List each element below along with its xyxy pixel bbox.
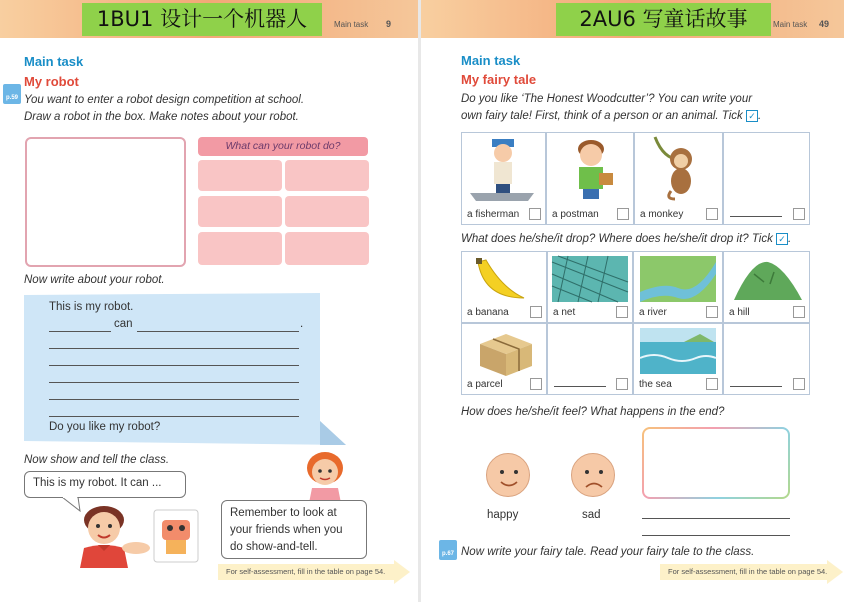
- page-number: 49: [819, 19, 830, 29]
- period: .: [300, 318, 304, 330]
- tick-box[interactable]: [530, 378, 542, 390]
- blank-line[interactable]: [642, 518, 790, 519]
- blank-line[interactable]: [49, 365, 299, 366]
- page-number: 9: [386, 19, 392, 29]
- show-prompt: Now show and tell the class.: [24, 454, 170, 466]
- tick-box[interactable]: [616, 306, 628, 318]
- unit-title: 2AU6 写童话故事: [556, 3, 771, 36]
- tick-box[interactable]: [706, 306, 718, 318]
- tick-box[interactable]: [706, 378, 718, 390]
- blank-line[interactable]: [49, 348, 299, 349]
- tick-example-icon: ✓: [776, 233, 788, 245]
- tick-box[interactable]: [617, 208, 629, 220]
- page-ref-badge: [3, 84, 21, 104]
- note-cell[interactable]: [285, 196, 369, 227]
- monkey-illustration: [635, 133, 724, 203]
- page-ref-text: p.67: [441, 551, 454, 557]
- choice-cell-sea[interactable]: [633, 323, 723, 395]
- choice-cell-hill[interactable]: [723, 251, 810, 323]
- choice-cell-parcel[interactable]: [461, 323, 547, 395]
- instruction-line-1: You want to enter a robot design competition at school.: [24, 94, 305, 106]
- drop-question: What does he/she/it drop? Where does he/she/it drop it? Tick ✓ .: [461, 233, 792, 245]
- parcel-illustration: [462, 324, 548, 378]
- choice-cell-banana[interactable]: [461, 251, 547, 323]
- tick-box[interactable]: [616, 378, 628, 390]
- tick-box[interactable]: [706, 208, 718, 220]
- blank-line[interactable]: [49, 331, 111, 332]
- choice-cell-monkey[interactable]: [634, 132, 723, 225]
- blank-line[interactable]: [49, 399, 299, 400]
- header-label: Main task: [773, 20, 808, 29]
- speech-bubble-girl: Remember to look at your friends when you do show-and-tell.: [221, 500, 367, 559]
- note-cell[interactable]: [198, 160, 282, 191]
- question-tab: What can your robot do?: [198, 137, 368, 156]
- choice-label: a hill: [729, 307, 750, 318]
- arrow-icon: [394, 560, 410, 584]
- choice-cell-blank[interactable]: [723, 132, 810, 225]
- ending-drawing-box[interactable]: [642, 427, 790, 499]
- drop-question-text: What does he/she/it drop? Where does he/she/it drop it? Tick: [461, 233, 773, 245]
- write-prompt: Now write your fairy tale. Read your fairy tale to the class.: [461, 546, 755, 558]
- choice-cell-fisherman[interactable]: [461, 132, 546, 225]
- blank-line[interactable]: [554, 386, 606, 387]
- subtitle: My fairy tale: [461, 72, 537, 87]
- choice-label: a parcel: [467, 379, 503, 390]
- main-task-heading: Main task: [461, 53, 521, 68]
- choice-cell-net[interactable]: [547, 251, 633, 323]
- choice-label: a postman: [552, 209, 599, 220]
- sea-illustration: [634, 324, 724, 378]
- feel-question: How does he/she/it feel? What happens in the end?: [461, 406, 725, 418]
- choice-label: a river: [639, 307, 667, 318]
- choice-label: the sea: [639, 379, 672, 390]
- speech-bubble-boy: This is my robot. It can ...: [24, 471, 186, 498]
- instruction-line-2: Draw a robot in the box. Make notes about your robot.: [24, 111, 299, 123]
- note-cell[interactable]: [198, 196, 282, 227]
- note-question: Do you like my robot?: [49, 421, 161, 433]
- tick-box[interactable]: [793, 378, 805, 390]
- instruction-line-2-text: own fairy tale! First, think of a person or an animal. Tick: [461, 110, 743, 122]
- choice-cell-postman[interactable]: [546, 132, 634, 225]
- banana-illustration: [462, 252, 548, 306]
- choice-label: a fisherman: [467, 209, 520, 220]
- hill-illustration: [724, 252, 811, 306]
- blank-line[interactable]: [642, 535, 790, 536]
- feeling-label-happy: happy: [487, 509, 519, 521]
- self-assessment-note: For self-assessment, fill in the table on page 54.: [660, 564, 832, 580]
- arrow-icon: [827, 560, 843, 584]
- choice-cell-river[interactable]: [633, 251, 723, 323]
- choice-label: a net: [553, 307, 576, 318]
- self-assessment-note: For self-assessment, fill in the table on page 54.: [218, 564, 394, 580]
- blank-line[interactable]: [137, 331, 299, 332]
- page-ref-badge: [439, 540, 457, 560]
- postman-illustration: [547, 133, 635, 203]
- blank-line[interactable]: [49, 382, 299, 383]
- tick-box[interactable]: [793, 306, 805, 318]
- note-cell[interactable]: [285, 160, 369, 191]
- unit-title: 1BU1 设计一个机器人: [82, 3, 322, 36]
- subtitle: My robot: [24, 74, 79, 89]
- instruction-line-2: own fairy tale! First, think of a person or an animal. Tick ✓ .: [461, 110, 762, 122]
- note-cell[interactable]: [198, 232, 282, 265]
- choice-label: a banana: [467, 307, 509, 318]
- net-illustration: [548, 252, 634, 306]
- tick-example-icon: ✓: [746, 110, 758, 122]
- header-label: Main task: [334, 20, 369, 29]
- page-ref-text: p.59: [5, 95, 18, 101]
- robot-drawing-box[interactable]: [25, 137, 186, 267]
- blank-line[interactable]: [730, 386, 782, 387]
- feeling-label-sad: sad: [582, 509, 601, 521]
- left-page: [0, 0, 418, 602]
- note-line-1: This is my robot.: [49, 301, 134, 313]
- right-page: [421, 0, 844, 602]
- river-illustration: [634, 252, 724, 306]
- note-cell[interactable]: [285, 232, 369, 265]
- write-prompt: Now write about your robot.: [24, 274, 165, 286]
- happy-face-icon: [486, 453, 530, 497]
- blank-line[interactable]: [49, 416, 299, 417]
- choice-cell-blank[interactable]: [547, 323, 633, 395]
- choice-label: a monkey: [640, 209, 684, 220]
- tick-box[interactable]: [793, 208, 805, 220]
- tick-box[interactable]: [529, 208, 541, 220]
- blank-line[interactable]: [730, 216, 782, 217]
- choice-cell-blank[interactable]: [723, 323, 810, 395]
- boy-with-robot-illustration: [64, 498, 204, 568]
- fisherman-illustration: [462, 133, 547, 203]
- note-can: can: [114, 318, 133, 330]
- instruction-line-1: Do you like ‘The Honest Woodcutter’? You can write your: [461, 93, 753, 105]
- main-task-heading: Main task: [24, 54, 84, 69]
- sad-face-icon: [571, 453, 615, 497]
- tick-box[interactable]: [530, 306, 542, 318]
